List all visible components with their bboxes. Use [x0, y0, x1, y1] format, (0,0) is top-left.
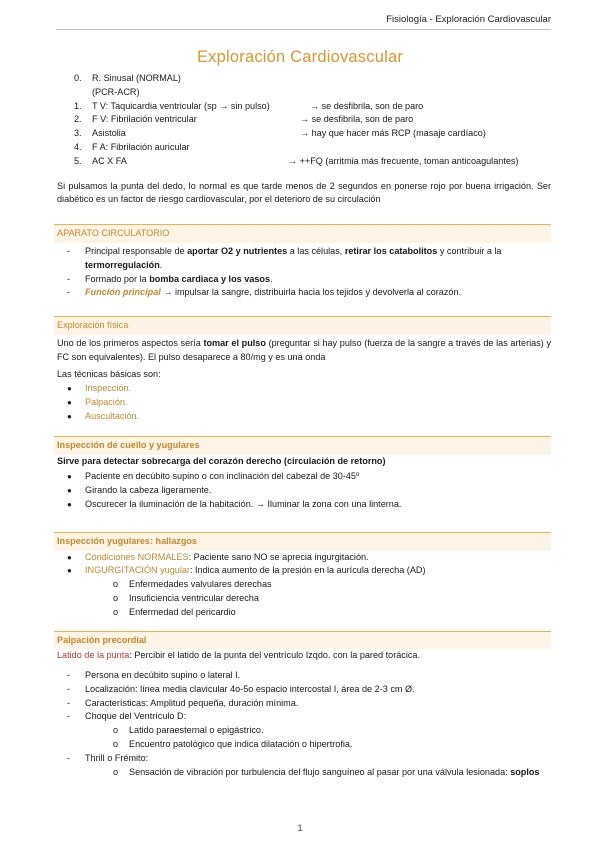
intro-paragraph: Si pulsamos la punta del dedo, lo normal es que tarde menos de 2 segundos en ponerse rojo por buena irrigación. Ser diabético es un factor de riesgo cardiovascular, por el deterioro de su circulación	[57, 180, 551, 205]
highlight-funcion-principal: Función principal	[85, 287, 161, 298]
rhythm-item: 4. F A: Fibrilación auricular	[74, 141, 190, 152]
section-heading-fisica: Exploración física	[54, 316, 551, 335]
rhythm-item: 3. Asistolia → hay que hacer más RCP (masaje cardíaco)	[74, 128, 486, 139]
rhythm-list	[74, 72, 551, 169]
sub-list-item: o Encuentro patológico que indica dilatación o hipertrofia.	[113, 739, 353, 750]
rhythm-item: 0. R. Sinusal (NORMAL)	[74, 73, 181, 83]
list-item: - Función principal → impulsar la sangre, distribuirla hacia los tejidos y devolverla al corazón.	[67, 287, 462, 298]
list-item: - Formado por la bomba cardiaca y los vasos.	[67, 273, 273, 284]
list-item: ● Girando la cabeza ligeramente.	[67, 485, 212, 496]
latido-line: Latido de la punta: Percibir el latido de la punta del ventrículo Izqdo. con la pared torácica.	[57, 650, 420, 661]
list-item: - Características: Amplitud pequeña, duración mínima.	[67, 697, 299, 708]
running-header: Fisiología - Exploración Cardiovascular	[386, 14, 551, 25]
techniques-intro: Las técnicas básicas son:	[57, 368, 161, 379]
pulse-paragraph: Uno de los primeros aspectos sería tomar el pulso (preguntar si hay pulso (fuerza de la sangre a través de las arterias) y FC son equivalentes). El pulso desaparece a 80/mg y es una onda	[57, 337, 552, 362]
sub-list-item: o Sensación de vibración por turbulencia del flujo sanguíneo al pasar por una válvula lesionada: soplos	[113, 766, 540, 777]
document-body	[57, 72, 551, 779]
rhythm-item: 2. F V: Fibrilación ventricular → se desfibrila, son de paro	[74, 114, 414, 125]
sub-list-item: o Latido paraesternal o epigástrico.	[113, 725, 264, 736]
page-title: Exploración Cardiovascular	[196, 48, 404, 66]
list-item: - Principal responsable de aportar O2 y nutrientes a las células, retirar los catabolitos y contribuir a la termorregulación.	[67, 245, 502, 270]
list-item: ● Palpación.	[67, 397, 128, 408]
section-subheading: Sirve para detectar sobrecarga del corazón derecho (circulación de retorno)	[57, 455, 386, 466]
sub-list-item: o Enfermedades valvulares derechas	[113, 579, 272, 590]
list-item: ● Oscurecer la iluminación de la habitación. → Iluminar la zona con una linterna.	[67, 498, 402, 509]
section-heading-hallazgos: Inspección yugulares: hallazgos	[54, 532, 551, 551]
section-heading-cuello: Inspección de cuello y yugulares	[54, 436, 551, 455]
list-item: ● Condiciones NORMALES: Paciente sano NO se aprecia ingurgitación.	[67, 551, 369, 562]
sub-list-item: o Enfermedad del pericardio	[113, 606, 236, 617]
rhythm-item: 5. AC X FA → ++FQ (arritmia más frecuente, toman anticoagulantes)	[74, 155, 519, 166]
sub-list-item: o Insuficiencia ventricular derecha	[113, 592, 259, 603]
list-item: ● Auscultación.	[67, 410, 140, 421]
list-item: - Persona en decúbito supino o lateral I.	[67, 670, 241, 681]
list-item: - Choque del Ventrículo D:	[67, 711, 187, 722]
page-number: 1	[297, 823, 303, 834]
list-item: ● Paciente en decúbito supino o con inclinación del cabezal de 30-45º	[67, 471, 360, 482]
section-heading-circulatorio: APARATO CIRCULATORIO	[54, 224, 551, 243]
list-item: - Thrill o Frémito:	[67, 752, 149, 763]
header-rule	[56, 29, 551, 30]
rhythm-item: 1. T V: Taquicardia ventricular (sp → sin pulso) → se desfibrila, son de paro	[74, 100, 424, 111]
rhythm-item: (PCR-ACR)	[92, 86, 140, 97]
list-item: - Localización: línea media clavicular 4o-5o espacio intercostal I, área de 2-3 cm Ø.	[67, 683, 415, 694]
list-item: ● Inspección.	[67, 383, 132, 394]
list-item: ● INGURGITACIÓN yugular: Indica aumento de la presión en la aurícula derecha (AD)	[67, 565, 426, 576]
section-heading-palpacion: Palpación precordial	[54, 631, 551, 650]
